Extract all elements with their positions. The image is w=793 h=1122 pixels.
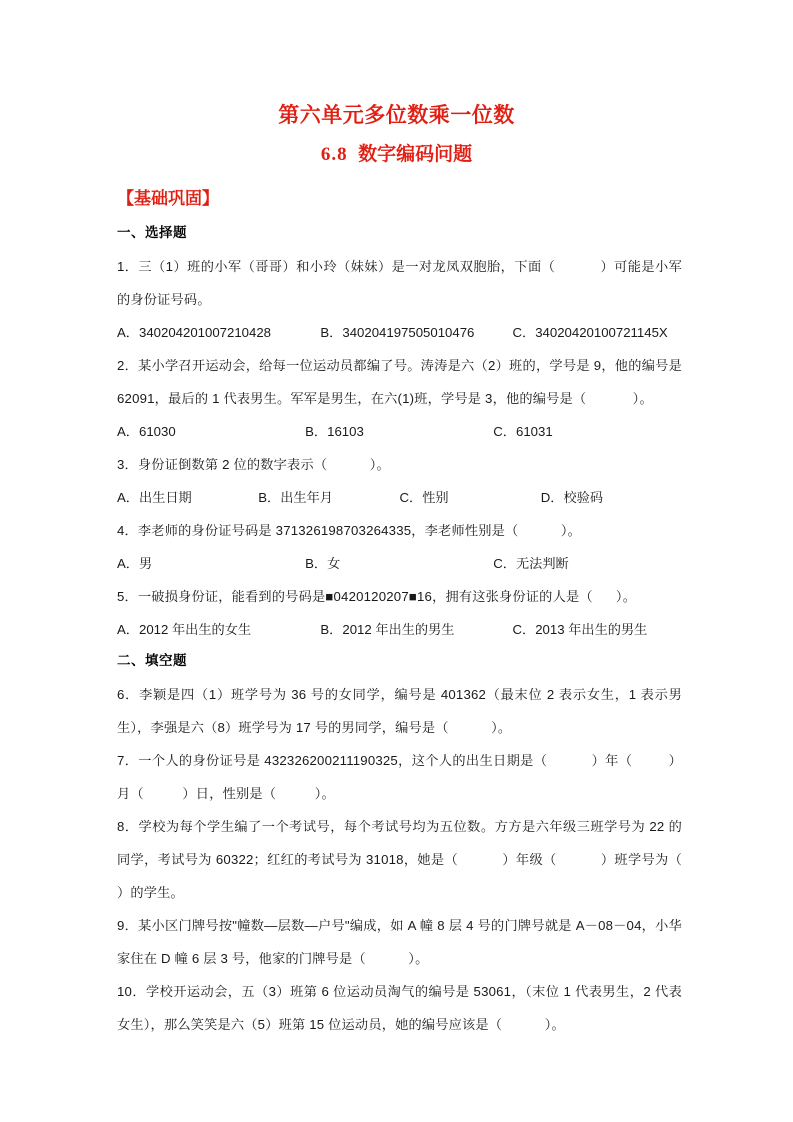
question-5-options	[117, 613, 682, 646]
question-8: 8．学校为每个学生编了一个考试号，每个考试号均为五位数。方方是六年级三班学号为 22 的同学，考试号为 60322；红红的考试号为 31018，她是（ ）年级（ ）班学号为（ ）的学生。	[117, 819, 721, 900]
option-4-a[interactable]: A．男	[117, 556, 153, 571]
question-7: 7．一个人的身份证号是 432326200211190325，这个人的出生日期是（ ）年（ ）月（ ）日，性别是（ ）。	[117, 753, 682, 801]
question-3-options	[117, 481, 682, 514]
option-2-c[interactable]: C．61031	[493, 424, 553, 439]
question-10: 10．学校开运动会，五（3）班第 6 位运动员淘气的编号是 53061，（末位 1 代表男生，2 代表女生），那么笑笑是六（5）班第 15 位运动员，她的编号应该是（ ）。	[117, 984, 682, 1032]
option-4-c[interactable]: C．无法判断	[493, 556, 569, 571]
option-5-b[interactable]: B．2012 年出生的男生	[320, 622, 455, 637]
section-banner: 【基础巩固】	[117, 189, 219, 208]
lesson-subtitle	[0, 139, 793, 166]
option-3-b[interactable]: B．出生年月	[258, 490, 333, 505]
question-4-options	[117, 547, 682, 580]
section-heading-fill: 二、填空题	[117, 653, 187, 668]
option-3-c[interactable]: C．性别	[399, 490, 449, 505]
option-3-a[interactable]: A．出生日期	[117, 490, 192, 505]
option-2-b[interactable]: B．16103	[305, 424, 364, 439]
worksheet-content	[117, 222, 721, 1041]
question-9: 9．某小区门牌号按"幢数—层数—户号"编成，如 A 幢 8 层 4 号的门牌号就是 A－08－04，小华家住在 D 幢 6 层 3 号，他家的门牌号是（ ）。	[117, 918, 682, 966]
option-5-a[interactable]: A．2012 年出生的女生	[117, 622, 252, 637]
section-heading-choice: 一、选择题	[117, 225, 187, 240]
option-2-a[interactable]: A．61030	[117, 424, 176, 439]
question-5: 5．一破损身份证，能看到的号码是■0420120207■16，拥有这张身份证的人是（ ）。	[117, 589, 637, 604]
option-5-c[interactable]: C．2013 年出生的男生	[512, 622, 648, 637]
option-1-c[interactable]: C．34020420100721145X	[512, 325, 668, 340]
question-1: 1．三（1）班的小军（哥哥）和小玲（妹妹）是一对龙凤双胞胎，下面（ ）可能是小军的身份证号码。	[117, 259, 682, 307]
option-1-b[interactable]: B．340204197505010476	[320, 325, 475, 340]
question-1-options	[117, 316, 682, 349]
lesson-topic: 数字编码问题	[358, 144, 473, 165]
page-title: 第六单元多位数乘一位数	[278, 104, 515, 127]
lesson-number: 6.8	[320, 144, 348, 165]
question-4: 4．李老师的身份证号码是 371326198703264335，李老师性别是（ ）。	[117, 523, 582, 538]
question-3: 3．身份证倒数第 2 位的数字表示（ ）。	[117, 457, 390, 472]
question-2-options	[117, 415, 682, 448]
question-2: 2．某小学召开运动会，给每一位运动员都编了号。涛涛是六（2）班的，学号是 9，他的编号是 62091，最后的 1 代表男生。军军是男生，在六(1)班，学号是 3，他的编号是（ ）。	[117, 358, 686, 406]
question-6: 6．李颖是四（1）班学号为 36 号的女同学，编号是 401362（最末位 2 表示女生，1 表示男生），李强是六（8）班学号为 17 号的男同学，编号是（ ）。	[117, 687, 682, 735]
option-3-d[interactable]: D．校验码	[540, 490, 604, 505]
option-4-b[interactable]: B．女	[305, 556, 341, 571]
option-1-a[interactable]: A．340204201007210428	[117, 325, 272, 340]
